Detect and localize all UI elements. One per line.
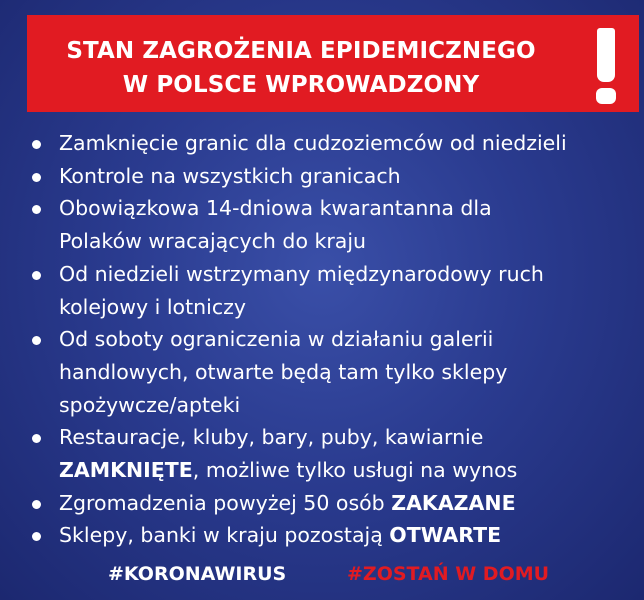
list-item-text: Obowiązkowa 14-dniowa kwarantanna dla xyxy=(59,196,492,221)
bullet-icon xyxy=(32,336,41,345)
list-item xyxy=(30,127,630,160)
bullet-icon xyxy=(32,434,41,443)
bullet-icon xyxy=(32,271,41,280)
list-item-text: spożywcze/apteki xyxy=(59,392,241,417)
headline-line-1: STAN ZAGROŻENIA EPIDEMICZNEGO xyxy=(66,38,536,64)
hashtag-koronawirus: #KORONAWIRUS xyxy=(108,563,287,585)
list-item xyxy=(30,323,630,421)
list-item-emphasis: ZAKAZANE xyxy=(391,490,516,515)
list-item-text: Od soboty ograniczenia w działaniu galerii xyxy=(59,327,494,352)
list-item xyxy=(30,519,630,552)
list-item xyxy=(30,487,630,520)
headline-banner xyxy=(27,15,639,112)
bullet-icon xyxy=(32,500,41,509)
list-item-text: Polaków wracających do kraju xyxy=(59,229,367,254)
exclamation-mark-icon xyxy=(594,28,618,104)
list-item-text: Kontrole na wszystkich granicach xyxy=(59,163,401,188)
measures-list xyxy=(30,127,630,552)
exclamation-dot xyxy=(596,88,616,104)
hashtag-zostan-w-domu: #ZOSTAŃ W DOMU xyxy=(347,563,550,585)
list-item xyxy=(30,258,630,323)
exclamation-bar xyxy=(597,28,615,82)
list-item-text: Zamknięcie granic dla cudzoziemców od niedzieli xyxy=(59,131,567,155)
list-item-text: kolejowy i lotniczy xyxy=(59,294,246,319)
list-item xyxy=(30,421,630,486)
headline-title xyxy=(27,34,575,102)
list-item-emphasis: ZAMKNIĘTE xyxy=(59,458,193,483)
list-item xyxy=(30,160,630,193)
headline-line-2: W POLSCE WPROWADZONY xyxy=(122,72,480,98)
list-item-text: Sklepy, banki w kraju pozostają xyxy=(59,523,390,548)
list-item-text: , możliwe tylko usługi na wynos xyxy=(192,458,518,483)
list-item-text: handlowych, otwarte będą tam tylko sklepy xyxy=(59,359,508,384)
list-item-emphasis: OTWARTE xyxy=(389,523,502,548)
bullet-icon xyxy=(32,205,41,214)
list-item-text: Zgromadzenia powyżej 50 osób xyxy=(59,490,392,515)
bullet-icon xyxy=(32,140,41,149)
bullet-icon xyxy=(32,532,41,541)
list-item-text: Od niedzieli wstrzymany międzynarodowy ruch xyxy=(59,261,544,286)
list-item xyxy=(30,192,630,257)
bullet-icon xyxy=(32,173,41,182)
footer-hashtags xyxy=(0,560,644,588)
list-item-text: Restauracje, kluby, bary, puby, kawiarnie xyxy=(59,425,484,450)
